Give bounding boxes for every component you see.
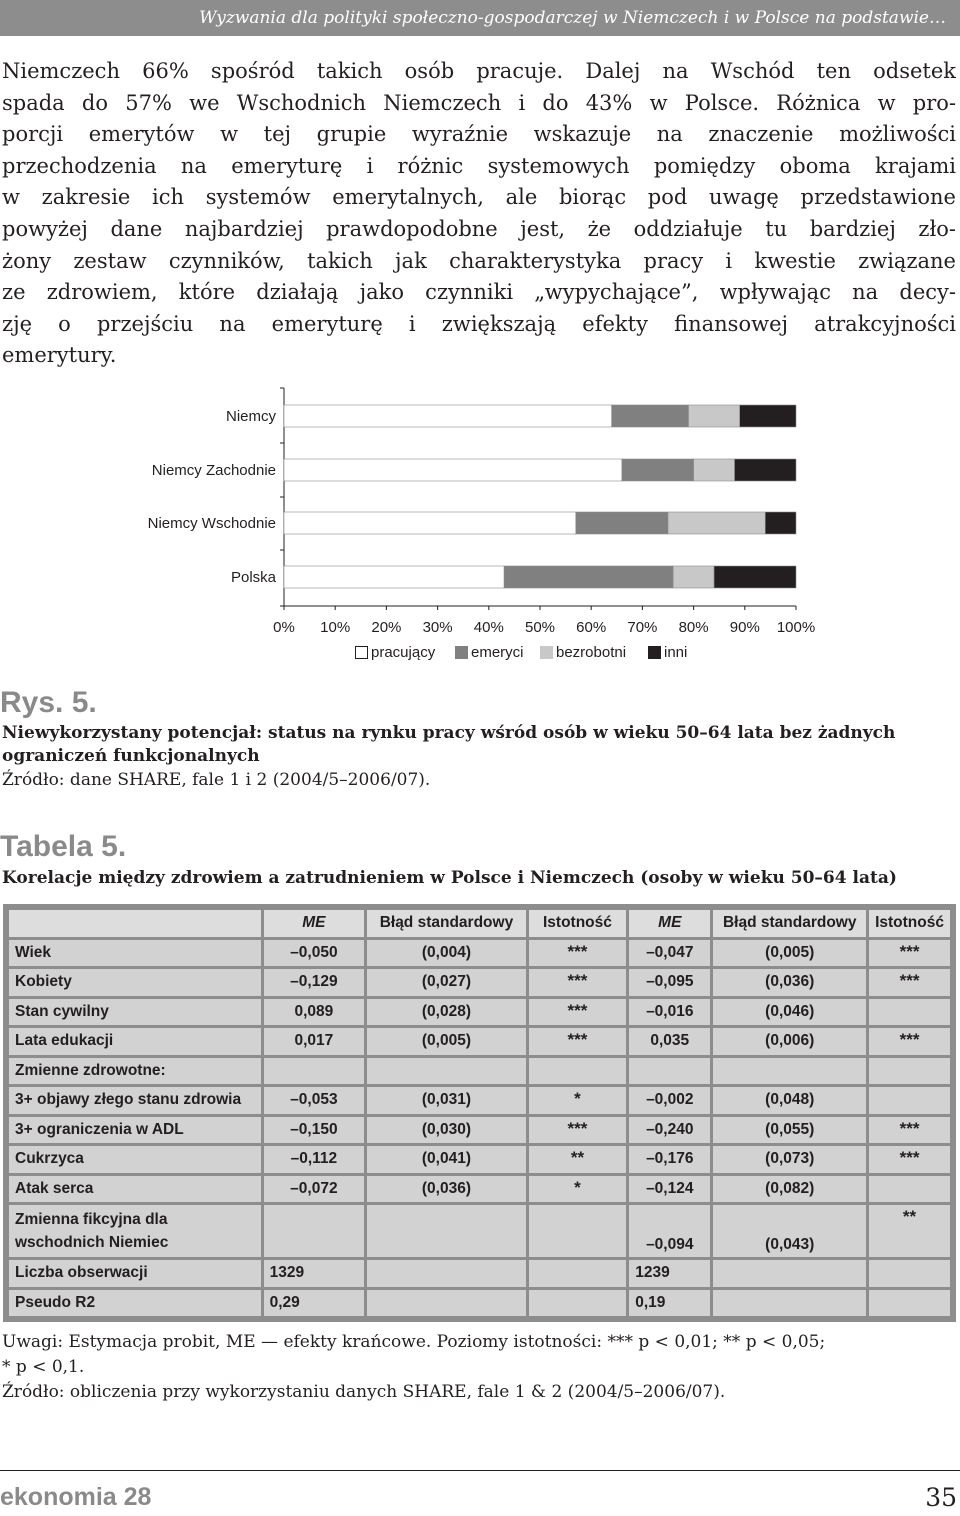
significance-cell: * <box>529 1087 627 1114</box>
bar-segment <box>284 566 504 588</box>
row-label: Lata edukacji <box>9 1028 261 1055</box>
value-cell: (0,031) <box>367 1087 526 1114</box>
significance-cell <box>869 1087 950 1114</box>
significance-cell: *** <box>869 940 950 967</box>
value-cell: –0,176 <box>629 1146 710 1173</box>
table-row <box>9 969 950 996</box>
significance-cell <box>529 1260 627 1287</box>
row-label: Cukrzyca <box>9 1146 261 1173</box>
bar-segment <box>668 512 765 534</box>
legend-swatch <box>648 646 661 659</box>
value-cell: (0,005) <box>367 1028 526 1055</box>
significance-cell: *** <box>529 1028 627 1055</box>
figure-caption: Niewykorzystany potencjał: status na rynku pracy wśród osób w wieku 50–64 lata bez żadnych ograniczeń funkcjonalnych <box>2 723 896 766</box>
header-cell: Błąd standardowy <box>713 910 866 937</box>
table-caption: Korelacje między zdrowiem a zatrudnieniem w Polsce i Niemczech (osoby w wieku 50–64 lata) <box>2 868 897 888</box>
x-tick-label: 60% <box>576 619 607 636</box>
value-cell: –0,053 <box>264 1087 365 1114</box>
bar-segment <box>688 405 739 427</box>
value-cell <box>713 1260 866 1287</box>
body-line: ze zdrowiem, które działają jako czynniki „wypychające”, wpływając na decy- <box>2 280 956 305</box>
value-cell: (0,027) <box>367 969 526 996</box>
header-cell: Istotność <box>529 910 627 937</box>
significance-cell: ** <box>529 1146 627 1173</box>
significance-cell: *** <box>529 969 627 996</box>
significance-cell: *** <box>529 940 627 967</box>
legend-swatch <box>355 646 368 659</box>
row-label: Zmienna fikcyjna dla wschodnich Niemiec <box>9 1205 261 1257</box>
x-tick-label: 50% <box>524 619 556 636</box>
body-line: powyżej dane najbardziej prawdopodobne jest, że oddziałuje tu bardziej zło- <box>2 216 956 241</box>
value-cell: (0,006) <box>713 1028 866 1055</box>
value-cell: (0,046) <box>713 999 866 1026</box>
value-cell: (0,073) <box>713 1146 866 1173</box>
body-line: żony zestaw czynników, takich jak charakterystyka pracy i kwestie związane <box>2 248 956 273</box>
row-label: 3+ objawy złego stanu zdrowia <box>9 1087 261 1114</box>
table-notes <box>2 1330 956 1405</box>
legend-item <box>540 644 626 661</box>
value-cell <box>264 1058 365 1085</box>
bar-segment <box>673 566 714 588</box>
significance-cell <box>869 999 950 1026</box>
value-cell: 0,29 <box>264 1290 365 1317</box>
table-row <box>9 1087 950 1114</box>
significance-cell <box>529 1205 627 1257</box>
significance-cell: ** <box>869 1205 950 1257</box>
x-tick-label: 30% <box>422 619 453 636</box>
x-tick-label: 100% <box>776 619 816 636</box>
table-row <box>9 1117 950 1144</box>
significance-cell: * <box>529 1176 627 1203</box>
value-cell: –0,095 <box>629 969 710 996</box>
value-cell: (0,036) <box>367 1176 526 1203</box>
legend-item <box>455 644 524 661</box>
row-label: 3+ ograniczenia w ADL <box>9 1117 261 1144</box>
bar-segment <box>735 459 796 481</box>
value-cell <box>264 1205 365 1257</box>
bar-segment <box>740 405 796 427</box>
significance-cell <box>869 1176 950 1203</box>
bar-segment <box>694 459 735 481</box>
legend-label: pracujący <box>371 644 436 661</box>
journal-name: ekonomia 28 <box>0 1483 152 1511</box>
value-cell: (0,041) <box>367 1146 526 1173</box>
notes-line: * p < 0,1. <box>2 1357 85 1377</box>
row-label: Pseudo R2 <box>9 1290 261 1317</box>
table-row <box>9 940 950 967</box>
bar-segment <box>284 512 576 534</box>
row-label: Atak serca <box>9 1176 261 1203</box>
body-line: Niemczech 66% spośród takich osób pracuje. Dalej na Wschód ten odsetek <box>2 59 956 83</box>
body-line: w zakresie ich systemów emerytalnych, ale biorąc pod uwagę przedstawione <box>2 185 956 210</box>
legend-label: emeryci <box>471 644 524 661</box>
value-cell: –0,124 <box>629 1176 710 1203</box>
row-label: Zmienne zdrowotne: <box>9 1058 261 1085</box>
figure-source: Źródło: dane SHARE, fale 1 i 2 (2004/5–2006/07). <box>2 770 431 790</box>
page-number: 35 <box>925 1483 957 1512</box>
row-label: Stan cywilny <box>9 999 261 1026</box>
value-cell: –0,129 <box>264 969 365 996</box>
value-cell <box>367 1205 526 1257</box>
x-tick-label: 70% <box>627 619 658 636</box>
value-cell: 1239 <box>629 1260 710 1287</box>
table-row <box>9 1176 950 1203</box>
significance-cell: *** <box>529 999 627 1026</box>
value-cell <box>367 1260 526 1287</box>
table-row <box>9 1260 950 1287</box>
value-cell: (0,005) <box>713 940 866 967</box>
header-cell: Istotność <box>869 910 950 937</box>
value-cell: 0,19 <box>629 1290 710 1317</box>
category-label: Polska <box>230 569 276 586</box>
bar-segment <box>504 566 673 588</box>
significance-cell <box>869 1058 950 1085</box>
header-cell: ME <box>629 910 710 937</box>
value-cell: –0,150 <box>264 1117 365 1144</box>
x-tick-label: 20% <box>371 619 402 636</box>
value-cell <box>713 1058 866 1085</box>
significance-cell: *** <box>869 1028 950 1055</box>
x-tick-label: 80% <box>678 619 709 636</box>
value-cell: 0,017 <box>264 1028 365 1055</box>
value-cell: –0,240 <box>629 1117 710 1144</box>
legend-item <box>648 644 687 661</box>
footer-divider <box>0 1470 960 1471</box>
value-cell: (0,082) <box>713 1176 866 1203</box>
header-cell: ME <box>264 910 365 937</box>
bar-segment <box>612 405 689 427</box>
value-cell: (0,055) <box>713 1117 866 1144</box>
value-cell: –0,016 <box>629 999 710 1026</box>
value-cell: –0,047 <box>629 940 710 967</box>
running-title: Wyzwania dla polityki społeczno-gospodarczej w Niemczech i w Polsce na podstawie… <box>199 8 946 28</box>
body-line: przechodzenia na emeryturę i różnic systemowych pomiędzy oboma krajami <box>2 153 956 178</box>
body-paragraph <box>2 56 956 372</box>
value-cell: (0,048) <box>713 1087 866 1114</box>
value-cell: –0,094 <box>629 1205 710 1257</box>
value-cell <box>629 1058 710 1085</box>
x-tick-label: 0% <box>273 619 295 636</box>
significance-cell <box>869 1260 950 1287</box>
body-line: spada do 57% we Wschodnich Niemczech i do 43% w Polsce. Różnica w pro- <box>2 90 956 115</box>
header-cell: Błąd standardowy <box>367 910 526 937</box>
significance-cell <box>529 1290 627 1317</box>
bar-segment <box>622 459 694 481</box>
body-line: porcji emerytów w tej grupie wyraźnie wskazuje na znaczenie możliwości <box>2 122 956 147</box>
significance-cell: *** <box>529 1117 627 1144</box>
body-line: zję o przejściu na emeryturę i zwiększają efekty finansowej atrakcyjności <box>2 311 956 336</box>
header-cell-empty <box>9 910 261 937</box>
bar-segment <box>284 459 622 481</box>
value-cell: –0,050 <box>264 940 365 967</box>
value-cell: –0,072 <box>264 1176 365 1203</box>
value-cell: –0,112 <box>264 1146 365 1173</box>
value-cell <box>713 1290 866 1317</box>
table-label: Tabela 5. <box>0 830 127 863</box>
body-line: emerytury. <box>2 343 117 368</box>
value-cell: (0,028) <box>367 999 526 1026</box>
value-cell: (0,036) <box>713 969 866 996</box>
figure-label: Rys. 5. <box>0 686 97 719</box>
table-body <box>9 940 950 1317</box>
bar-segment <box>284 405 612 427</box>
value-cell: 1329 <box>264 1260 365 1287</box>
table-row <box>9 1058 950 1085</box>
bar-segment <box>576 512 668 534</box>
legend-swatch <box>540 646 553 659</box>
significance-cell: *** <box>869 969 950 996</box>
value-cell: (0,004) <box>367 940 526 967</box>
category-label: Niemcy Zachodnie <box>151 462 276 479</box>
table-header-row <box>9 910 950 937</box>
significance-cell: *** <box>869 1117 950 1144</box>
legend-label: inni <box>664 644 688 661</box>
row-label: Wiek <box>9 940 261 967</box>
value-cell: –0,002 <box>629 1087 710 1114</box>
significance-cell <box>529 1058 627 1085</box>
x-tick-label: 90% <box>729 619 760 636</box>
x-tick-label: 40% <box>473 619 504 636</box>
table-row <box>9 1146 950 1173</box>
value-cell: (0,030) <box>367 1117 526 1144</box>
value-cell: 0,089 <box>264 999 365 1026</box>
row-label: Kobiety <box>9 969 261 996</box>
value-cell: (0,043) <box>713 1205 866 1257</box>
row-label: Liczba obserwacji <box>9 1260 261 1287</box>
x-tick-label: 10% <box>320 619 351 636</box>
bar-segment <box>765 512 796 534</box>
table-row <box>9 1290 950 1317</box>
table-row <box>9 1205 950 1257</box>
stacked-bar-chart <box>0 380 960 680</box>
category-label: Niemcy <box>225 408 276 425</box>
notes-source: Źródło: obliczenia przy wykorzystaniu danych SHARE, fale 1 & 2 (2004/5–2006/07). <box>2 1382 726 1402</box>
significance-cell <box>869 1290 950 1317</box>
legend-item <box>355 644 435 661</box>
legend-swatch <box>455 646 468 659</box>
running-header <box>0 0 960 36</box>
legend-label: bezrobotni <box>556 644 627 661</box>
value-cell <box>367 1058 526 1085</box>
table-grid <box>6 907 953 1319</box>
significance-cell: *** <box>869 1146 950 1173</box>
correlation-table <box>3 904 956 1322</box>
value-cell: 0,035 <box>629 1028 710 1055</box>
bar-segment <box>714 566 796 588</box>
chart-canvas <box>0 380 960 640</box>
table-row <box>9 999 950 1026</box>
table-row <box>9 1028 950 1055</box>
notes-line: Uwagi: Estymacja probit, ME — efekty krańcowe. Poziomy istotności: *** p < 0,01; ** p < 0,05; <box>2 1332 826 1352</box>
value-cell <box>367 1290 526 1317</box>
category-label: Niemcy Wschodnie <box>147 515 276 532</box>
